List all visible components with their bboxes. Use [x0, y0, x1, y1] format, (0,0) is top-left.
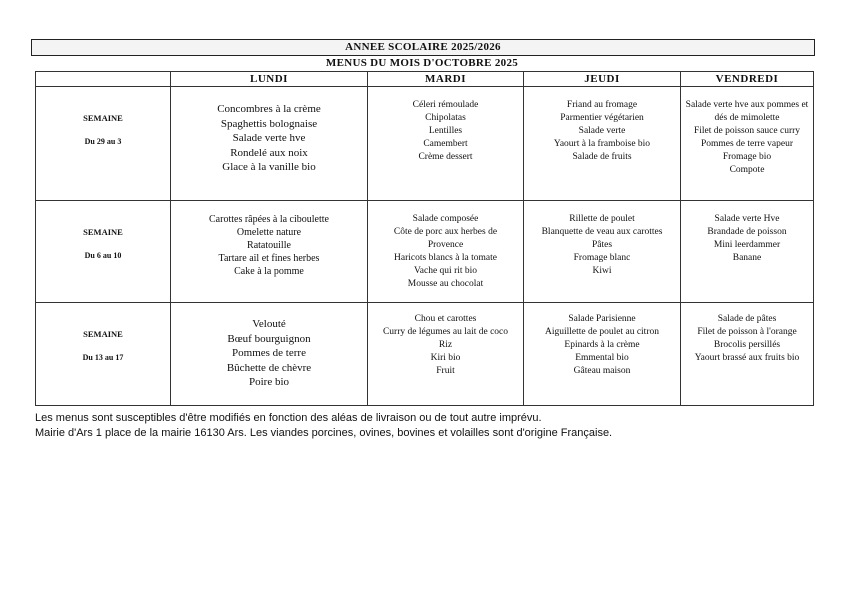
dish-item: Omelette nature: [236, 227, 302, 238]
dish-item: Fromage blanc: [573, 253, 631, 263]
menu-cell-vendredi: [681, 303, 814, 406]
week-dates: Du 29 au 3: [84, 137, 122, 146]
dish-item: Parmentier végétarien: [560, 113, 644, 123]
header-week-cell: [36, 72, 171, 87]
dish-item: Poire bio: [248, 376, 290, 388]
menu-cell-vendredi: [681, 87, 814, 201]
week-row: [36, 303, 814, 406]
dish-item: Bûchette de chèvre: [226, 361, 312, 374]
dish-item: Spaghettis bolognaise: [220, 117, 318, 130]
dish-item: Cake à la pomme: [234, 266, 304, 277]
dish-item: Crème dessert: [418, 152, 473, 162]
dish-item: Céleri rémoulade: [412, 100, 479, 110]
dish-item: Emmental bio: [575, 353, 629, 363]
week-label: SEMAINE: [83, 113, 123, 123]
dish-item: Yaourt à la framboise bio: [553, 139, 651, 149]
dish-item: Aiguillette de poulet au citron: [545, 327, 659, 337]
dish-item: Friand au fromage: [566, 100, 638, 110]
footer-note-modifications: Les menus sont susceptibles d'être modifiés en fonction des aléas de livraison ou de tout autre imprévu.: [35, 412, 542, 424]
menu-cell-vendredi: [681, 201, 814, 303]
dish-item: Rondelé aux noix: [230, 146, 308, 159]
dish-item: Kiwi: [592, 266, 612, 276]
dish-item: Pommes de terre: [232, 347, 306, 359]
dish-item: Salade verte: [578, 126, 626, 136]
week-dates: Du 13 au 17: [82, 353, 124, 362]
menu-cell-mardi: [368, 87, 524, 201]
dish-item: Ratatouille: [247, 240, 291, 251]
dish-item: Rillette de poulet: [569, 214, 635, 224]
dish-item: Brocolis persillés: [713, 340, 781, 350]
menu-cell-lundi: [171, 201, 368, 303]
header-jeudi: JEUDI: [524, 72, 681, 87]
dish-item: Gâteau maison: [573, 366, 631, 376]
dish-item: Mini leerdammer: [713, 240, 781, 250]
dish-item: Salade de pâtes: [717, 314, 777, 324]
header-mardi: MARDI: [368, 72, 524, 87]
menu-cell-mardi: [368, 303, 524, 406]
dish-item: Filet de poisson sauce curry: [693, 126, 801, 136]
dish-item: Compote: [729, 165, 765, 175]
dish-item: Concombres à la crème: [217, 103, 321, 115]
dish-item: Fromage bio: [722, 152, 772, 162]
dish-item: Riz: [438, 340, 453, 350]
dish-item: Brandade de poisson: [707, 227, 787, 237]
dish-item: Chou et carottes: [414, 314, 477, 324]
week-dates: Du 6 au 10: [84, 251, 122, 260]
dish-item: Salade composée: [412, 214, 479, 224]
dish-item: Haricots blancs à la tomate: [394, 253, 497, 263]
dish-item: Bœuf bourguignon: [227, 332, 311, 345]
document-title: ANNEE SCOLAIRE 2025/2026: [31, 39, 815, 56]
week-row: [36, 201, 814, 303]
menu-cell-jeudi: [524, 303, 681, 406]
dish-item: Pâtes: [591, 240, 613, 250]
dish-item: Banane: [732, 253, 762, 263]
menu-cell-lundi: [171, 87, 368, 201]
week-label: SEMAINE: [83, 329, 123, 339]
header-vendredi: VENDREDI: [681, 72, 814, 87]
dish-item: Provence: [427, 240, 464, 250]
dish-item: Camembert: [423, 139, 468, 149]
dish-item: Kiri bio: [430, 353, 461, 363]
footer-note-origin: Mairie d'Ars 1 place de la mairie 16130 Ars. Les viandes porcines, ovines, bovines et volailles sont d'origine Française.: [35, 427, 613, 439]
dish-item: Glace à la vanille bio: [222, 161, 316, 173]
dish-item: Fruit: [436, 366, 455, 376]
week-cell: [36, 87, 171, 201]
dish-item: Chipolatas: [425, 113, 466, 123]
week-cell: [36, 303, 171, 406]
menu-cell-mardi: [368, 201, 524, 303]
menu-cell-jeudi: [524, 201, 681, 303]
dish-item: Côte de porc aux herbes de: [393, 227, 498, 237]
menu-cell-lundi: [171, 303, 368, 406]
header-row: [36, 72, 814, 87]
dish-item: Tartare ail et fines herbes: [218, 253, 320, 264]
menu-table: [35, 71, 814, 406]
header-lundi: LUNDI: [171, 72, 368, 87]
menu-cell-jeudi: [524, 87, 681, 201]
dish-item: Carottes râpées à la ciboulette: [209, 214, 329, 225]
dish-item: Vache qui rit bio: [413, 266, 478, 276]
dish-item: Velouté: [252, 318, 286, 330]
document-subtitle: MENUS DU MOIS D'OCTOBRE 2025: [325, 57, 519, 69]
dish-item: Mousse au chocolat: [407, 279, 484, 289]
dish-item: Yaourt brassé aux fruits bio: [694, 353, 800, 363]
dish-item: Blanquette de veau aux carottes: [541, 227, 663, 237]
dish-item: Salade verte hve: [232, 132, 306, 144]
dish-item: Salade Parisienne: [568, 314, 636, 324]
week-row: [36, 87, 814, 201]
week-label: SEMAINE: [83, 227, 123, 237]
dish-item: Filet de poisson à l'orange: [697, 327, 797, 337]
dish-item: Curry de légumes au lait de coco: [382, 327, 509, 337]
dish-item: Pommes de terre vapeur: [700, 139, 794, 149]
dish-item: dés de mimolette: [714, 113, 780, 123]
dish-item: Epinards à la crème: [564, 340, 640, 350]
week-cell: [36, 201, 171, 303]
dish-item: Salade verte Hve: [714, 214, 780, 224]
dish-item: Lentilles: [428, 126, 463, 136]
dish-item: Salade de fruits: [572, 152, 632, 162]
dish-item: Salade verte hve aux pommes et: [685, 100, 809, 110]
